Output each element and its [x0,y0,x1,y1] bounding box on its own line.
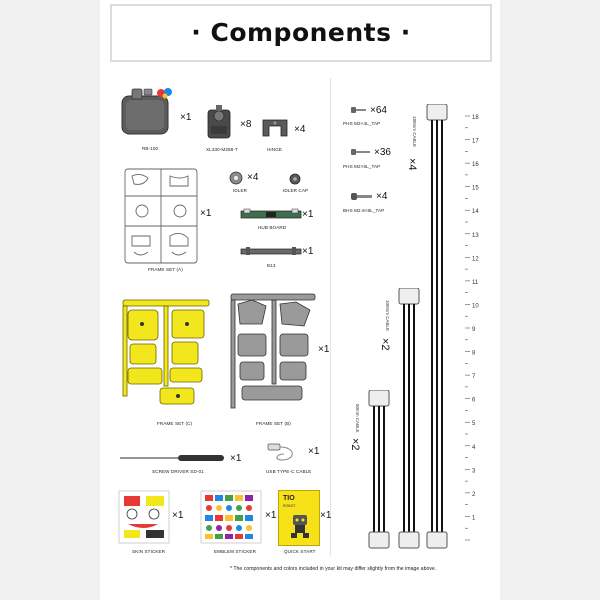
servo-label: XL330-M288-T [206,147,238,152]
screw-bhs-m26x8-image [350,192,374,201]
ruler-tick-label: 16 [472,162,479,169]
ruler-tick-label: 12 [472,256,479,263]
idler-label: IDLER [233,188,248,193]
cable-180mm-image [422,104,452,550]
screw-phs-m2x6-qty: ×36 [374,147,391,158]
components-page [100,0,500,600]
frame-set-c-label: FRAME SET (C) [157,421,193,426]
b13-qty: ×1 [302,246,314,257]
ruler-tick-label: 2 [472,491,476,498]
frame-set-a-qty: ×1 [200,208,212,219]
rb100-label: RB-100 [142,146,159,151]
frame-set-c-image [120,296,212,414]
servo-qty: ×8 [240,119,252,130]
cable-180mm-label: 180mm CABLE [412,116,417,148]
robot-icon [289,513,311,539]
frame-set-b-image [228,290,318,414]
ruler-scale [465,110,480,546]
ruler-tick-label: 4 [472,444,476,451]
emblem-sticker-qty: ×1 [265,510,277,521]
screw-phs-m2x4-image [350,106,368,114]
screw-phs-m2x4-qty: ×64 [370,105,387,116]
hub-board-label: HUB BOARD [258,225,287,230]
hub-board-image [240,208,302,220]
title-box [110,4,492,62]
cable-50mm-image [364,390,394,550]
quick-start-image [278,490,320,546]
idler-cap-image [288,172,302,186]
skin-sticker-qty: ×1 [172,510,184,521]
b13-label: B13 [267,263,276,268]
ruler-tick-label: 13 [472,232,479,239]
screwdriver-qty: ×1 [230,453,242,464]
ruler-tick-label: 7 [472,374,476,381]
ruler-tick-label: 17 [472,138,479,145]
ruler-tick-label: 11 [472,279,479,286]
rb100-controller-image [118,86,174,138]
ruler-tick-label: 18 [472,115,479,121]
ruler-tick-label: 10 [472,303,479,310]
ruler-tick-label: 14 [472,209,479,216]
idler-cap-label: IDLER CAP [283,188,309,193]
ruler-tick-label: 8 [472,350,476,357]
column-divider [330,78,331,556]
hinge-qty: ×4 [294,124,306,135]
ruler-tick-label: 15 [472,185,479,192]
hinge-image [260,114,290,140]
emblem-sticker-label: EMBLEM STICKER [214,549,256,554]
servo-image [204,104,234,140]
cable-50mm-label: 50mm CABLE [355,404,360,433]
cable-50mm-qty: ×2 [349,438,361,451]
cable-100mm-qty: ×2 [379,338,391,351]
ruler-tick-label: 6 [472,397,476,404]
screw-phs-m2x6-image [350,148,372,156]
screwdriver-image [118,452,228,464]
screw-bhs-m26x8-label: BHS M2.6×8L_TAP [343,208,385,213]
quick-start-label: QUICK START [284,549,316,554]
frame-set-b-label: FRAME SET (B) [256,421,291,426]
hub-board-qty: ×1 [302,209,314,220]
screwdriver-label: SCREW DRIVER SD-01 [152,469,204,474]
idler-image [228,170,244,186]
idler-qty: ×4 [247,172,259,183]
ruler [465,110,480,546]
cable-100mm-label: 100mm CABLE [385,300,390,332]
ruler-tick-label: 1 [472,515,476,522]
screw-phs-m2x4-label: PHS M2×4L_TAP [343,121,381,126]
frame-set-b-qty: ×1 [318,344,330,355]
footnote: * The components and colors included in your kit may differ slightly from the image above. [230,566,437,572]
rb100-qty: ×1 [180,112,192,123]
quick-start-cover-title: TIO [283,495,295,502]
usb-cable-qty: ×1 [308,446,320,457]
quick-start-cover-sub: ROBOT [283,504,296,508]
cable-180mm-qty: ×4 [406,158,418,171]
usb-cable-label: USB TYPE-C CABLE [266,469,312,474]
frame-set-a-image [122,166,200,266]
ruler-tick-label: 9 [472,327,476,333]
emblem-sticker-image [200,490,262,544]
screw-phs-m2x6-label: PHS M2×6L_TAP [343,164,381,169]
quick-start-qty: ×1 [320,510,332,521]
skin-sticker-label: SKIN STICKER [132,549,166,554]
cable-100mm-image [394,288,424,550]
usb-cable-image [266,440,306,464]
skin-sticker-image [118,490,170,544]
frame-set-a-label: FRAME SET (A) [148,267,183,272]
screw-bhs-m26x8-qty: ×4 [376,191,388,202]
ruler-tick-label: 5 [472,421,476,428]
page-title: · Components · [191,18,411,47]
hinge-label: HINGE [267,147,283,152]
b13-image [240,246,302,256]
ruler-tick-label: 3 [472,468,476,475]
